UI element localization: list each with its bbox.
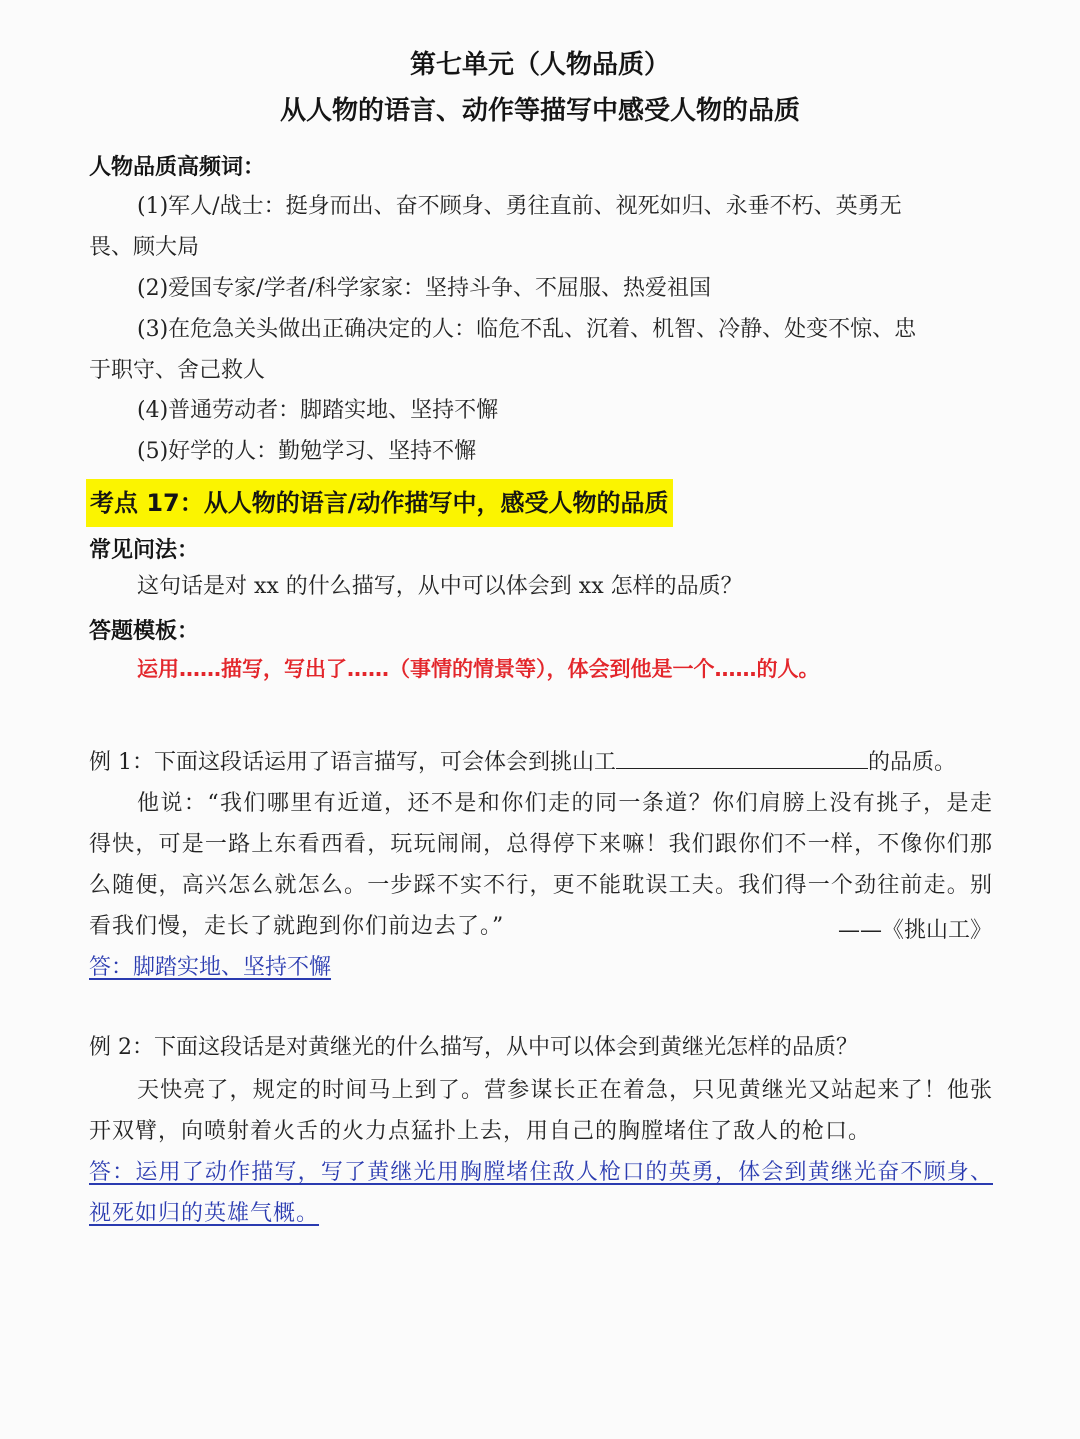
example1-prompt <box>89 746 956 778</box>
example1-source: ——《挑山工》 <box>837 918 992 943</box>
example1-passage: 他说：“我们哪里有近道，还不是和你们走的同一条道？你们肩膀上没有挑子，是走得快，可是一路上东看西看，玩玩闹闹，总得停下来嘛！我们跟你们不一样，不像你们那么随便，高兴怎么就怎么。一步踩不实不行，更不能耽误工夫。我们得一个劲往前走。别看我们慢，走长了就跑到你们前边去了。” <box>89 791 993 939</box>
example2-prompt: 例 2：下面这段话是对黄继光的什么描写，从中可以体会到黄继光怎样的品质？ <box>89 1035 858 1060</box>
vocab-item-1-cont: 畏、顾大局 <box>89 235 200 260</box>
example1-prompt-end: 的品质。 <box>868 750 957 775</box>
question-text: 这句话是对 xx 的什么描写，从中可以体会到 xx 怎样的品质？ <box>137 574 743 599</box>
question-heading: 常见问法： <box>89 538 200 563</box>
example2-answer: 答：运用了动作描写，写了黄继光用胸膛堵住敌人枪口的英勇，体会到黄继光奋不顾身、视死如归的英雄气概。 <box>89 1160 993 1226</box>
vocab-item-4: (4)普通劳动者：脚踏实地、坚持不懈 <box>137 398 499 423</box>
vocab-heading: 人物品质高频词： <box>89 155 266 180</box>
answer-blank <box>616 746 868 769</box>
vocab-item-5: (5)好学的人：勤勉学习、坚持不懈 <box>137 439 477 464</box>
vocab-item-2: (2)爱国专家/学者/科学家家：坚持斗争、不屈服、热爱祖国 <box>137 276 711 301</box>
answer-template: 运用……描写，写出了……（事情的情景等），体会到他是一个……的人。 <box>137 657 820 681</box>
vocab-item-3: (3)在危急关头做出正确决定的人：临危不乱、沉着、机智、冷静、处变不惊、忠 <box>137 317 917 342</box>
example1-prompt-text: 例 1：下面这段话运用了语言描写，可会体会到挑山工 <box>89 750 616 775</box>
example2-passage: 天快亮了，规定的时间马上到了。营参谋长正在着急，只见黄继光又站起来了！他张开双臂，向喷射着火舌的火力点猛扑上去，用自己的胸膛堵住了敌人的枪口。 <box>89 1078 993 1144</box>
example1-answer: 答：脚踏实地、坚持不懈 <box>89 955 332 980</box>
kaodian-title: 考点 17：从人物的语言/动作描写中，感受人物的品质 <box>86 479 673 527</box>
lesson-subtitle: 从人物的语言、动作等描写中感受人物的品质 <box>279 96 800 126</box>
template-heading: 答题模板： <box>89 619 200 644</box>
vocab-item-3-cont: 于职守、舍己救人 <box>89 358 266 383</box>
vocab-item-1: (1)军人/战士：挺身而出、奋不顾身、勇往直前、视死如归、永垂不朽、英勇无 <box>137 194 902 219</box>
unit-title: 第七单元（人物品质） <box>409 50 670 80</box>
